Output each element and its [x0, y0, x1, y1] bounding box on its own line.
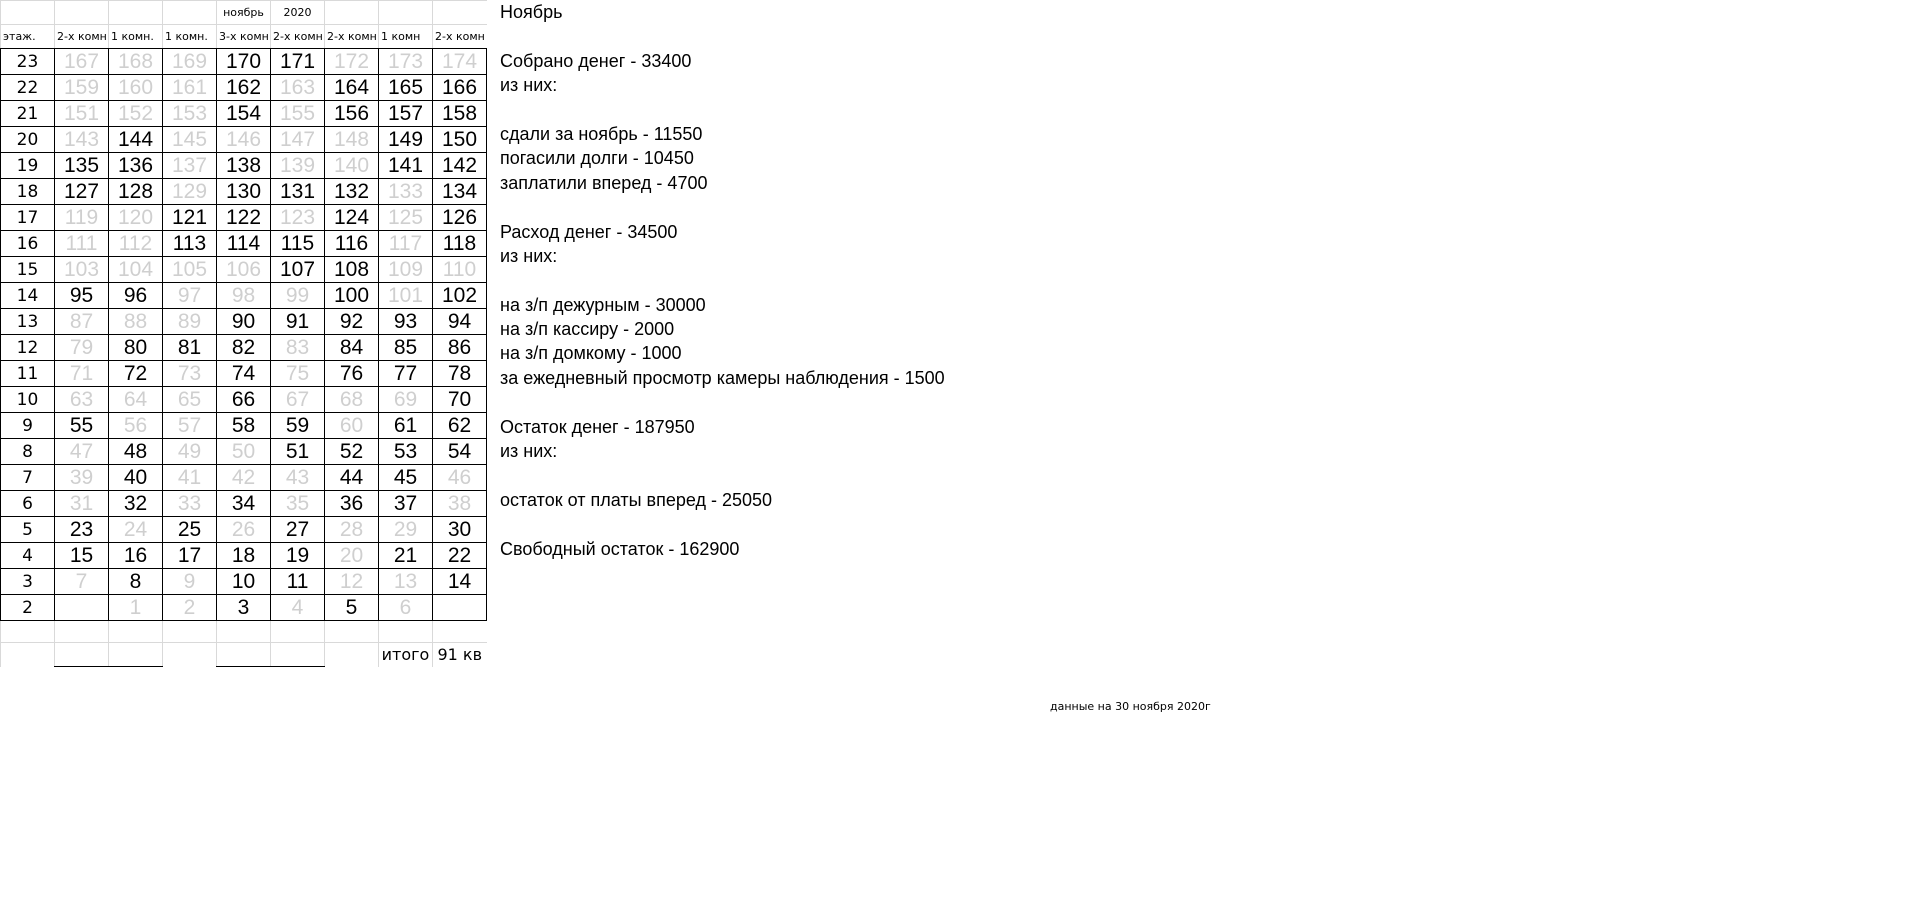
apartment-cell[interactable]: 82 [217, 335, 271, 361]
floor-number-cell[interactable]: 2 [1, 595, 55, 621]
empty-cell[interactable] [379, 1, 433, 25]
apartment-cell[interactable]: 163 [271, 75, 325, 101]
apartment-cell[interactable]: 47 [55, 439, 109, 465]
apartment-cell[interactable]: 92 [325, 309, 379, 335]
monthly-report [500, 0, 945, 561]
apartment-cell[interactable]: 102 [433, 283, 487, 309]
floor-row [1, 595, 487, 621]
apartment-cell[interactable]: 8 [109, 569, 163, 595]
floor-number-cell[interactable]: 16 [1, 231, 55, 257]
total-row [1, 643, 487, 667]
report-line: из них: [500, 441, 558, 462]
floor-number-cell[interactable]: 8 [1, 439, 55, 465]
apartment-cell[interactable]: 32 [109, 491, 163, 517]
apartment-cell[interactable]: 93 [379, 309, 433, 335]
apartment-cell[interactable]: 77 [379, 361, 433, 387]
floor-number-cell[interactable]: 14 [1, 283, 55, 309]
apartment-cell[interactable]: 95 [55, 283, 109, 309]
empty-cell[interactable] [163, 1, 217, 25]
header-apartment-type[interactable]: 1 комн [379, 25, 433, 49]
apartment-cell[interactable]: 74 [217, 361, 271, 387]
floor-row [1, 361, 487, 387]
apartment-cell[interactable]: 44 [325, 465, 379, 491]
apartment-cell[interactable]: 54 [433, 439, 487, 465]
floor-number-cell[interactable]: 12 [1, 335, 55, 361]
apartment-cell[interactable]: 86 [433, 335, 487, 361]
apartment-cell[interactable]: 73 [163, 361, 217, 387]
empty-cell[interactable] [55, 1, 109, 25]
total-value[interactable]: 91 кв [433, 643, 487, 667]
year-cell[interactable]: 2020 [271, 1, 325, 25]
empty-cell[interactable] [1, 643, 55, 667]
apartment-cell[interactable]: 72 [109, 361, 163, 387]
apartment-cell[interactable]: 65 [163, 387, 217, 413]
floor-number-cell[interactable]: 9 [1, 413, 55, 439]
floor-row [1, 49, 487, 75]
apartment-cell[interactable]: 33 [163, 491, 217, 517]
floor-number-cell[interactable]: 7 [1, 465, 55, 491]
apartment-cell[interactable]: 124 [325, 205, 379, 231]
apartment-cell[interactable]: 139 [271, 153, 325, 179]
apartment-cell[interactable]: 148 [325, 127, 379, 153]
apartment-cell[interactable]: 155 [271, 101, 325, 127]
apartment-cell[interactable]: 1 [109, 595, 163, 621]
floor-number-cell[interactable]: 10 [1, 387, 55, 413]
apartment-cell[interactable]: 85 [379, 335, 433, 361]
report-line [500, 195, 945, 219]
apartment-cell[interactable]: 6 [379, 595, 433, 621]
apartment-cell[interactable]: 160 [109, 75, 163, 101]
apartment-cell[interactable]: 138 [217, 153, 271, 179]
apartment-payment-table [0, 0, 487, 667]
apartment-cell[interactable]: 108 [325, 257, 379, 283]
empty-cell[interactable] [271, 643, 325, 667]
floor-row [1, 257, 487, 283]
apartment-cell[interactable]: 76 [325, 361, 379, 387]
floor-number-cell[interactable]: 22 [1, 75, 55, 101]
apartment-cell[interactable]: 113 [163, 231, 217, 257]
report-line: Остаток денег - 187950 [500, 416, 695, 437]
apartment-cell[interactable]: 27 [271, 517, 325, 543]
apartment-cell[interactable]: 58 [217, 413, 271, 439]
apartment-cell[interactable]: 26 [217, 517, 271, 543]
empty-cell[interactable] [379, 621, 433, 643]
apartment-cell[interactable]: 103 [55, 257, 109, 283]
header-apartment-type[interactable]: 2-х комн [271, 25, 325, 49]
apartment-cell[interactable]: 115 [271, 231, 325, 257]
apartment-cell[interactable]: 83 [271, 335, 325, 361]
apartment-cell[interactable]: 112 [109, 231, 163, 257]
apartment-cell[interactable]: 129 [163, 179, 217, 205]
apartment-cell[interactable]: 16 [109, 543, 163, 569]
apartment-cell[interactable]: 3 [217, 595, 271, 621]
apartment-cell[interactable]: 149 [379, 127, 433, 153]
report-line: за ежедневный просмотр камеры наблюдения - 1500 [500, 367, 945, 388]
report-line: на з/п домкому - 1000 [500, 343, 682, 364]
report-line [500, 24, 945, 48]
empty-cell[interactable] [271, 621, 325, 643]
floor-row [1, 309, 487, 335]
apartment-cell[interactable]: 43 [271, 465, 325, 491]
apartment-cell[interactable]: 128 [109, 179, 163, 205]
apartment-cell[interactable]: 14 [433, 569, 487, 595]
floor-row [1, 569, 487, 595]
apartment-cell[interactable]: 137 [163, 153, 217, 179]
apartment-cell[interactable]: 22 [433, 543, 487, 569]
empty-cell[interactable] [217, 621, 271, 643]
report-line [500, 390, 945, 414]
apartment-cell[interactable]: 125 [379, 205, 433, 231]
report-line: Свободный остаток - 162900 [500, 538, 740, 559]
empty-cell[interactable] [55, 643, 109, 667]
apartment-cell[interactable]: 57 [163, 413, 217, 439]
apartment-cell[interactable]: 9 [163, 569, 217, 595]
report-line [500, 268, 945, 292]
report-line: остаток от платы вперед - 25050 [500, 489, 773, 510]
apartment-cell[interactable]: 135 [55, 153, 109, 179]
apartment-cell[interactable]: 25 [163, 517, 217, 543]
apartment-cell[interactable]: 68 [325, 387, 379, 413]
apartment-cell[interactable]: 70 [433, 387, 487, 413]
apartment-cell[interactable]: 78 [433, 361, 487, 387]
empty-cell[interactable] [55, 621, 109, 643]
apartment-cell[interactable]: 147 [271, 127, 325, 153]
floor-row [1, 439, 487, 465]
apartment-cell[interactable]: 173 [379, 49, 433, 75]
empty-cell[interactable] [163, 621, 217, 643]
apartment-cell[interactable]: 107 [271, 257, 325, 283]
apartment-cell[interactable]: 38 [433, 491, 487, 517]
apartment-cell[interactable]: 62 [433, 413, 487, 439]
floor-number-cell[interactable]: 20 [1, 127, 55, 153]
report-line: Расход денег - 34500 [500, 221, 678, 242]
apartment-cell[interactable]: 143 [55, 127, 109, 153]
apartment-cell[interactable]: 166 [433, 75, 487, 101]
blank-row [1, 621, 487, 643]
floor-row [1, 205, 487, 231]
empty-cell[interactable] [109, 621, 163, 643]
apartment-cell[interactable]: 31 [55, 491, 109, 517]
apartment-cell[interactable]: 126 [433, 205, 487, 231]
report-line [500, 98, 945, 122]
apartment-cell[interactable]: 140 [325, 153, 379, 179]
apartment-cell[interactable]: 37 [379, 491, 433, 517]
floor-row [1, 179, 487, 205]
apartment-cell[interactable]: 59 [271, 413, 325, 439]
apartment-cell[interactable]: 52 [325, 439, 379, 465]
apartment-cell[interactable]: 55 [55, 413, 109, 439]
floor-number-cell[interactable]: 11 [1, 361, 55, 387]
floor-row [1, 543, 487, 569]
apartment-cell[interactable]: 67 [271, 387, 325, 413]
apartment-cell[interactable]: 151 [55, 101, 109, 127]
empty-cell[interactable] [433, 1, 487, 25]
apartment-cell[interactable]: 117 [379, 231, 433, 257]
apartment-cell[interactable]: 169 [163, 49, 217, 75]
apartment-cell[interactable]: 51 [271, 439, 325, 465]
apartment-cell[interactable]: 110 [433, 257, 487, 283]
apartment-cell[interactable]: 63 [55, 387, 109, 413]
apartment-cell[interactable]: 132 [325, 179, 379, 205]
apartment-cell[interactable]: 90 [217, 309, 271, 335]
empty-cell[interactable] [433, 621, 487, 643]
apartment-cell[interactable]: 158 [433, 101, 487, 127]
apartment-cell[interactable]: 142 [433, 153, 487, 179]
apartment-cell[interactable]: 53 [379, 439, 433, 465]
apartment-cell[interactable]: 11 [271, 569, 325, 595]
empty-cell[interactable] [109, 643, 163, 667]
apartment-cell[interactable]: 164 [325, 75, 379, 101]
apartment-cell[interactable]: 101 [379, 283, 433, 309]
header-floor[interactable]: этаж. [1, 25, 55, 49]
apartment-cell[interactable]: 84 [325, 335, 379, 361]
apartment-cell[interactable]: 66 [217, 387, 271, 413]
floor-number-cell[interactable]: 6 [1, 491, 55, 517]
apartment-cell[interactable]: 96 [109, 283, 163, 309]
apartment-cell[interactable]: 118 [433, 231, 487, 257]
apartment-cell[interactable]: 35 [271, 491, 325, 517]
apartment-cell[interactable]: 81 [163, 335, 217, 361]
apartment-cell[interactable]: 123 [271, 205, 325, 231]
apartment-cell[interactable]: 5 [325, 595, 379, 621]
empty-cell[interactable] [325, 1, 379, 25]
apartment-cell[interactable]: 28 [325, 517, 379, 543]
apartment-cell[interactable]: 159 [55, 75, 109, 101]
apartment-cell[interactable]: 153 [163, 101, 217, 127]
empty-cell[interactable] [163, 643, 217, 667]
total-label[interactable]: итого [379, 643, 433, 667]
apartment-cell[interactable]: 154 [217, 101, 271, 127]
apartment-cell[interactable]: 40 [109, 465, 163, 491]
apartment-cell[interactable]: 21 [379, 543, 433, 569]
apartment-cell[interactable]: 12 [325, 569, 379, 595]
floor-number-cell[interactable]: 21 [1, 101, 55, 127]
apartment-cell[interactable]: 111 [55, 231, 109, 257]
report-line: Собрано денег - 33400 [500, 50, 692, 71]
header-apartment-type[interactable]: 3-х комн [217, 25, 271, 49]
apartment-cell[interactable]: 150 [433, 127, 487, 153]
apartment-cell[interactable]: 80 [109, 335, 163, 361]
apartment-cell[interactable]: 98 [217, 283, 271, 309]
apartment-cell[interactable]: 41 [163, 465, 217, 491]
floor-number-cell[interactable]: 17 [1, 205, 55, 231]
apartment-cell[interactable]: 146 [217, 127, 271, 153]
apartment-cell[interactable]: 48 [109, 439, 163, 465]
apartment-cell[interactable]: 13 [379, 569, 433, 595]
apartment-cell[interactable]: 64 [109, 387, 163, 413]
apartment-cell[interactable]: 168 [109, 49, 163, 75]
apartment-cell[interactable]: 19 [271, 543, 325, 569]
apartment-cell[interactable]: 2 [163, 595, 217, 621]
month-cell[interactable]: ноябрь [217, 1, 271, 25]
apartment-cell[interactable]: 134 [433, 179, 487, 205]
apartment-cell[interactable]: 87 [55, 309, 109, 335]
apartment-cell[interactable] [55, 595, 109, 621]
apartment-cell[interactable]: 130 [217, 179, 271, 205]
header-apartment-type[interactable]: 2-х комн [55, 25, 109, 49]
empty-cell[interactable] [1, 621, 55, 643]
apartment-cell[interactable]: 56 [109, 413, 163, 439]
apartment-cell[interactable]: 156 [325, 101, 379, 127]
apartment-cell[interactable]: 114 [217, 231, 271, 257]
apartment-cell[interactable]: 133 [379, 179, 433, 205]
apartment-cell[interactable]: 122 [217, 205, 271, 231]
apartment-cell[interactable]: 170 [217, 49, 271, 75]
apartment-cell[interactable]: 127 [55, 179, 109, 205]
floor-number-cell[interactable]: 19 [1, 153, 55, 179]
apartment-cell[interactable]: 136 [109, 153, 163, 179]
apartment-cell[interactable]: 46 [433, 465, 487, 491]
report-line [500, 463, 945, 487]
apartment-cell[interactable]: 50 [217, 439, 271, 465]
report-line: на з/п кассиру - 2000 [500, 319, 675, 340]
apartment-cell[interactable]: 145 [163, 127, 217, 153]
apartment-cell[interactable]: 106 [217, 257, 271, 283]
header-apartment-type[interactable]: 2-х комн [325, 25, 379, 49]
header-apartment-type[interactable]: 1 комн. [163, 25, 217, 49]
apartment-cell[interactable]: 109 [379, 257, 433, 283]
apartment-cell[interactable]: 144 [109, 127, 163, 153]
apartment-cell[interactable]: 88 [109, 309, 163, 335]
apartment-cell[interactable] [433, 595, 487, 621]
empty-cell[interactable] [325, 621, 379, 643]
floor-row [1, 517, 487, 543]
empty-cell[interactable] [109, 1, 163, 25]
apartment-cell[interactable]: 45 [379, 465, 433, 491]
floor-row [1, 491, 487, 517]
apartment-cell[interactable]: 104 [109, 257, 163, 283]
apartment-cell[interactable]: 165 [379, 75, 433, 101]
floor-number-cell[interactable]: 5 [1, 517, 55, 543]
floor-row [1, 283, 487, 309]
empty-cell[interactable] [1, 1, 55, 25]
floor-row [1, 465, 487, 491]
apartment-cell[interactable]: 105 [163, 257, 217, 283]
report-line: из них: [500, 75, 558, 96]
floor-number-cell[interactable]: 15 [1, 257, 55, 283]
apartment-cell[interactable]: 119 [55, 205, 109, 231]
apartment-cell[interactable]: 60 [325, 413, 379, 439]
apartment-cell[interactable]: 89 [163, 309, 217, 335]
apartment-cell[interactable]: 36 [325, 491, 379, 517]
floor-row [1, 75, 487, 101]
floor-number-cell[interactable]: 3 [1, 569, 55, 595]
floor-number-cell[interactable]: 4 [1, 543, 55, 569]
apartment-cell[interactable]: 69 [379, 387, 433, 413]
apartment-cell[interactable]: 174 [433, 49, 487, 75]
apartment-cell[interactable]: 42 [217, 465, 271, 491]
apartment-cell[interactable]: 99 [271, 283, 325, 309]
floor-row [1, 387, 487, 413]
floor-row [1, 335, 487, 361]
floor-row [1, 413, 487, 439]
apartment-cell[interactable]: 172 [325, 49, 379, 75]
floor-number-cell[interactable]: 18 [1, 179, 55, 205]
report-line: заплатили вперед - 4700 [500, 172, 708, 193]
report-date-note: данные на 30 ноября 2020г [1050, 700, 1211, 713]
apartment-cell[interactable]: 161 [163, 75, 217, 101]
apartment-cell[interactable]: 171 [271, 49, 325, 75]
apartment-cell[interactable]: 4 [271, 595, 325, 621]
apartment-cell[interactable]: 162 [217, 75, 271, 101]
apartment-cell[interactable]: 100 [325, 283, 379, 309]
apartment-cell[interactable]: 34 [217, 491, 271, 517]
column-header-row [1, 25, 487, 49]
report-line: погасили долги - 10450 [500, 148, 694, 169]
apartment-cell[interactable]: 49 [163, 439, 217, 465]
header-apartment-type[interactable]: 1 комн. [109, 25, 163, 49]
apartment-cell[interactable]: 15 [55, 543, 109, 569]
header-apartment-type[interactable]: 2-х комн [433, 25, 487, 49]
apartment-cell[interactable]: 141 [379, 153, 433, 179]
report-line: из них: [500, 245, 558, 266]
apartment-cell[interactable]: 23 [55, 517, 109, 543]
report-line: сдали за ноябрь - 11550 [500, 123, 703, 144]
apartment-cell[interactable]: 157 [379, 101, 433, 127]
apartment-cell[interactable]: 167 [55, 49, 109, 75]
floor-number-cell[interactable]: 13 [1, 309, 55, 335]
apartment-cell[interactable]: 79 [55, 335, 109, 361]
apartment-cell[interactable]: 91 [271, 309, 325, 335]
apartment-cell[interactable]: 10 [217, 569, 271, 595]
apartment-cell[interactable]: 18 [217, 543, 271, 569]
floor-row [1, 231, 487, 257]
apartment-cell[interactable]: 7 [55, 569, 109, 595]
apartment-cell[interactable]: 94 [433, 309, 487, 335]
floor-row [1, 153, 487, 179]
floor-row [1, 101, 487, 127]
apartment-cell[interactable]: 20 [325, 543, 379, 569]
apartment-cell[interactable]: 97 [163, 283, 217, 309]
apartment-cell[interactable]: 17 [163, 543, 217, 569]
report-line: на з/п дежурным - 30000 [500, 294, 706, 315]
apartment-cell[interactable]: 152 [109, 101, 163, 127]
empty-cell[interactable] [217, 643, 271, 667]
report-line [500, 512, 945, 536]
floor-row [1, 127, 487, 153]
apartment-cell[interactable]: 71 [55, 361, 109, 387]
apartment-cell[interactable]: 30 [433, 517, 487, 543]
apartment-cell[interactable]: 75 [271, 361, 325, 387]
apartment-cell[interactable]: 29 [379, 517, 433, 543]
floor-number-cell[interactable]: 23 [1, 49, 55, 75]
empty-cell[interactable] [325, 643, 379, 667]
apartment-cell[interactable]: 131 [271, 179, 325, 205]
report-title: Ноябрь [500, 2, 563, 22]
apartment-cell[interactable]: 120 [109, 205, 163, 231]
apartment-cell[interactable]: 39 [55, 465, 109, 491]
apartment-cell[interactable]: 121 [163, 205, 217, 231]
apartment-cell[interactable]: 116 [325, 231, 379, 257]
apartment-cell[interactable]: 61 [379, 413, 433, 439]
apartment-cell[interactable]: 24 [109, 517, 163, 543]
month-year-row [1, 1, 487, 25]
